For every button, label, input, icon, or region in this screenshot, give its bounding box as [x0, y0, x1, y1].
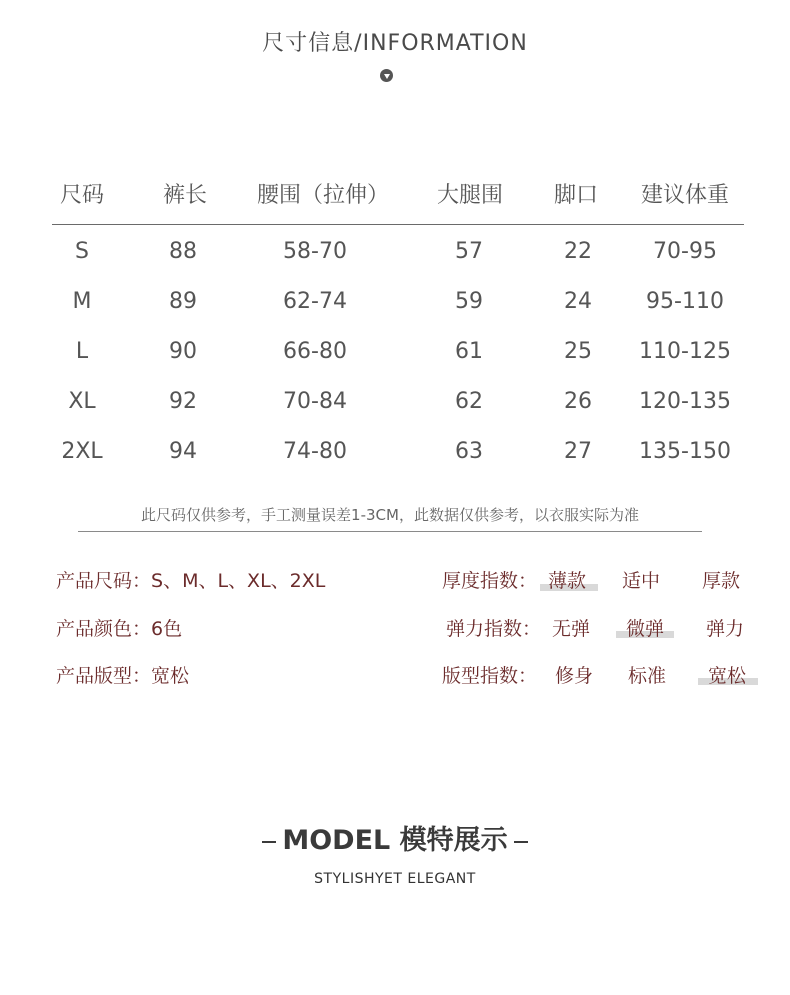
cell-thigh: 59: [455, 289, 483, 314]
cell-hem: 27: [564, 439, 592, 464]
cell-weight: 70-95: [653, 239, 717, 264]
table-row: [40, 329, 740, 379]
cell-length: 94: [169, 439, 197, 464]
cell-weight: 95-110: [646, 289, 724, 314]
header-thigh: 大腿围: [436, 183, 503, 208]
cell-hem: 22: [564, 239, 592, 264]
size-disclaimer: 此尺码仅供参考，手工测量误差1-3CM，此数据仅供参考，以衣服实际为准: [78, 504, 702, 532]
cell-size: S: [75, 239, 89, 264]
chevron-down-circle-icon: [380, 69, 393, 82]
cell-weight: 120-135: [639, 389, 731, 414]
attr-size: 产品尺码：S、M、L、XL、2XL: [56, 570, 326, 592]
cell-thigh: 61: [455, 339, 483, 364]
cell-weight: 110-125: [639, 339, 731, 364]
dash-left: [262, 841, 276, 843]
cell-thigh: 57: [455, 239, 483, 264]
header-weight: 建议体重: [640, 183, 729, 208]
model-section: [0, 818, 790, 887]
header-hem: 脚口: [553, 183, 598, 208]
elasticity-index-label: 弹力指数：: [446, 618, 542, 640]
thickness-index-label: 厚度指数：: [442, 570, 538, 592]
cell-length: 90: [169, 339, 197, 364]
elasticity-option-none: 无弹: [552, 618, 591, 640]
fit-option-slim: 修身: [555, 665, 594, 687]
cell-hem: 25: [564, 339, 592, 364]
cell-length: 88: [169, 239, 197, 264]
cell-waist: 62-74: [283, 289, 347, 314]
cell-weight: 135-150: [639, 439, 731, 464]
elasticity-option-stretch: 弹力: [706, 618, 745, 640]
header-length: 裤长: [162, 183, 207, 208]
cell-size: 2XL: [61, 439, 103, 464]
size-table: [40, 168, 740, 479]
thickness-option-medium: 适中: [622, 570, 661, 592]
section-title: [0, 26, 790, 57]
cell-size: L: [75, 339, 89, 364]
attr-fit: 产品版型：宽松: [56, 665, 190, 687]
thickness-option-thick: 厚款: [702, 570, 741, 592]
table-header: [52, 168, 744, 225]
elasticity-option-slight: 微弹: [626, 618, 665, 640]
table-row: [40, 429, 740, 479]
thickness-option-thin: 薄款: [548, 570, 587, 592]
cell-length: 89: [169, 289, 197, 314]
cell-waist: 66-80: [283, 339, 347, 364]
table-row: [40, 229, 740, 279]
attr-color: 产品颜色：6色: [56, 618, 183, 640]
cell-thigh: 62: [455, 389, 483, 414]
header-waist: 腰围（拉伸）: [256, 183, 389, 208]
header-size: 尺码: [59, 183, 104, 208]
title-cn: 尺寸信息/: [262, 31, 363, 56]
table-row: [40, 379, 740, 429]
cell-hem: 26: [564, 389, 592, 414]
cell-thigh: 63: [455, 439, 483, 464]
cell-waist: 58-70: [283, 239, 347, 264]
fit-option-loose: 宽松: [708, 665, 747, 687]
cell-size: XL: [68, 389, 96, 414]
model-subtitle: STYLISHYET ELEGANT: [314, 871, 476, 887]
fit-index-label: 版型指数：: [442, 665, 538, 687]
fit-option-standard: 标准: [628, 665, 667, 687]
table-row: [40, 279, 740, 329]
model-title: MODEL 模特展示: [0, 818, 790, 857]
dash-right: [514, 841, 528, 843]
cell-length: 92: [169, 389, 197, 414]
cell-waist: 74-80: [283, 439, 347, 464]
cell-hem: 24: [564, 289, 592, 314]
title-en: INFORMATION: [362, 31, 528, 56]
cell-size: M: [72, 289, 92, 314]
cell-waist: 70-84: [283, 389, 347, 414]
